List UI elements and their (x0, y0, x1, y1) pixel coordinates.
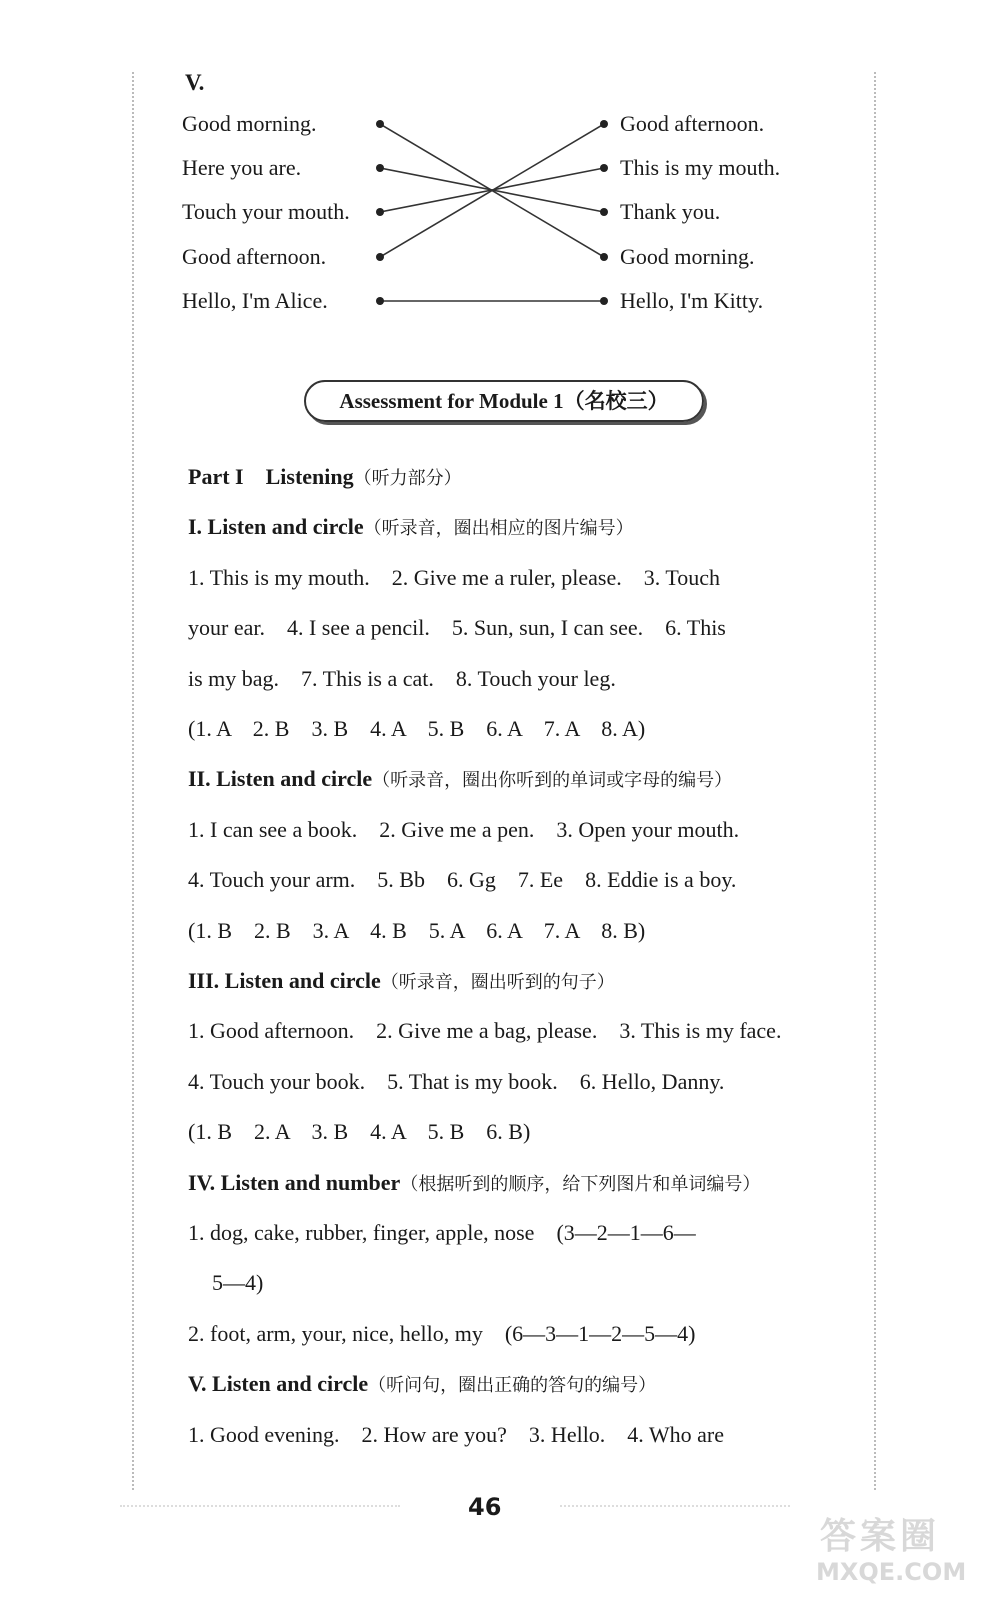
match-dot (600, 164, 608, 172)
watermark (790, 1508, 986, 1592)
match-dot (600, 253, 608, 261)
footer-rule-left (120, 1505, 400, 1507)
section-heading (188, 967, 615, 997)
answer-text-line: 4. Touch your book. 5. That is my book. 6. Hello, Danny. (188, 1068, 725, 1094)
match-right-item: Hello, I'm Kitty. (620, 288, 764, 313)
watermark-logo: 答案圈 (820, 1516, 941, 1557)
section-v-label: V. (185, 70, 205, 95)
answer-text-line: (1. B 2. A 3. B 4. A 5. B 6. B) (188, 1119, 531, 1145)
answer-text-line: 4. Touch your arm. 5. Bb 6. Gg 7. Ee 8. Eddie is a boy. (188, 867, 737, 893)
section-heading (188, 463, 462, 493)
match-right-item: This is my mouth. (620, 155, 781, 180)
section-heading (188, 513, 634, 543)
answer-text-line: 1. This is my mouth. 2. Give me a ruler, please. 3. Touch (188, 564, 721, 590)
section-heading-instruction: （听问句，圈出正确的答句的编号） (368, 1375, 657, 1397)
section-heading-title: II. Listen and circle (188, 766, 373, 792)
match-dot (600, 120, 608, 128)
section-heading (188, 1370, 656, 1400)
match-right-item: Good morning. (620, 244, 755, 269)
section-heading-title: Part I Listening (188, 464, 354, 489)
watermark-url: MXQE.COM (816, 1558, 967, 1586)
answer-text-line: 1. Good evening. 2. How are you? 3. Hello. 4. Who are (188, 1421, 725, 1447)
answer-text-line: is my bag. 7. This is a cat. 8. Touch your leg. (188, 665, 616, 691)
answer-text-line: your ear. 4. I see a pencil. 5. Sun, sun, I can see. 6. This (188, 615, 726, 641)
match-left-item: Good afternoon. (182, 244, 327, 269)
assessment-title: Assessment for Module 1（名校三） (304, 380, 704, 422)
match-dot (600, 297, 608, 305)
section-heading-instruction: （听录音，圈出相应的图片编号） (363, 518, 634, 540)
match-right-item: Good afternoon. (620, 111, 765, 136)
match-dot (376, 164, 384, 172)
section-heading-instruction: （听录音，圈出听到的句子） (380, 972, 615, 993)
section-heading-title: III. Listen and circle (188, 968, 381, 993)
section-heading (188, 1169, 760, 1199)
section-heading-instruction: （听录音，圈出你听到的单词或字母的编号） (372, 770, 733, 792)
answer-text-line: (1. B 2. B 3. A 4. B 5. A 6. A 7. A 8. B) (188, 917, 646, 943)
match-left-item: Here you are. (182, 155, 302, 180)
match-left-item: Touch your mouth. (182, 199, 350, 224)
section-heading-title: V. Listen and circle (188, 1371, 369, 1397)
section-heading-title: IV. Listen and number (188, 1169, 401, 1195)
answer-text-line: 1. dog, cake, rubber, finger, apple, nose (3—2—1—6— (188, 1220, 696, 1245)
section-heading (188, 765, 732, 795)
answer-text-line: 1. I can see a book. 2. Give me a pen. 3. Open your mouth. (188, 816, 740, 842)
match-left-item: Hello, I'm Alice. (182, 288, 328, 313)
match-dot (376, 120, 384, 128)
section-heading-instruction: （根据听到的顺序，给下列图片和单词编号） (400, 1173, 761, 1195)
match-left-item: Good morning. (182, 111, 317, 136)
page-number: 46 (468, 1493, 502, 1521)
match-dot (376, 208, 384, 216)
section-heading-title: I. Listen and circle (188, 514, 364, 540)
footer-rule-right (560, 1505, 790, 1507)
answer-text-line: 2. foot, arm, your, nice, hello, my (6—3—1—2—5—4) (188, 1320, 696, 1346)
matching-lines (0, 0, 1000, 340)
match-dot (376, 253, 384, 261)
answer-text-line: 1. Good afternoon. 2. Give me a bag, please. 3. This is my face. (188, 1018, 782, 1044)
answer-text-line: (1. A 2. B 3. B 4. A 5. B 6. A 7. A 8. A) (188, 716, 646, 741)
section-heading-instruction: （听力部分） (353, 468, 462, 489)
match-dot (376, 297, 384, 305)
match-dot (600, 208, 608, 216)
answer-text-line: 5—4) (212, 1270, 264, 1296)
match-right-item: Thank you. (620, 199, 721, 224)
